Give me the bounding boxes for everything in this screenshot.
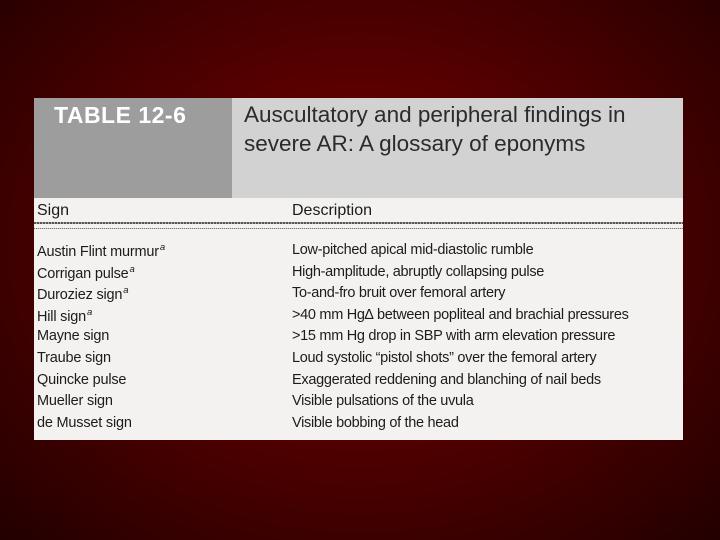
table-label: TABLE 12-6 [54, 102, 187, 128]
table-row [34, 372, 683, 394]
sign-text: Hill sign [37, 308, 86, 325]
sign-text: Quincke pulse [37, 371, 127, 388]
sign-cell [37, 393, 113, 409]
description-cell: High-amplitude, abruptly collapsing pulse [292, 263, 545, 280]
sign-cell [37, 328, 109, 344]
table-row [34, 393, 683, 415]
sign-cell [37, 372, 126, 388]
sign-text: Corrigan pulse [37, 265, 129, 282]
description-cell: >15 mm Hg drop in SBP with arm elevation pressure [292, 328, 616, 345]
sign-cell [37, 350, 111, 366]
footnote-marker: a [123, 285, 129, 297]
sign-text: de Musset sign [37, 414, 132, 431]
table-row [34, 415, 683, 437]
sign-text: Traube sign [37, 349, 111, 366]
footnote-marker: a [159, 242, 165, 253]
header-rule-secondary [34, 228, 683, 229]
description-cell: Low-pitched apical mid-diastolic rumble [292, 242, 534, 258]
table-label-box [34, 98, 232, 198]
description-cell: To-and-fro bruit over femoral artery [292, 285, 506, 302]
table-title-box [232, 98, 683, 198]
table-row [34, 328, 683, 350]
sign-text: Austin Flint murmur [37, 243, 159, 260]
table-body [34, 242, 683, 436]
table-row [34, 264, 683, 286]
table-row [34, 350, 683, 372]
sign-cell [37, 307, 92, 325]
sign-cell [37, 415, 132, 431]
sign-cell [37, 264, 135, 282]
table-row [34, 285, 683, 307]
sign-cell [37, 242, 165, 260]
description-cell: >40 mm Hg∆ between popliteal and brachial pressures [292, 306, 629, 323]
description-cell: Visible bobbing of the head [292, 414, 459, 431]
column-header-sign: Sign [37, 202, 70, 219]
sign-cell [37, 285, 128, 303]
sign-text: Duroziez sign [37, 287, 123, 304]
header-rule [34, 222, 683, 224]
column-header-description: Description [292, 202, 373, 219]
sign-text: Mayne sign [37, 328, 110, 345]
table-image [34, 98, 683, 440]
footnote-marker: a [129, 263, 135, 275]
sign-text: Mueller sign [37, 393, 113, 410]
table-title: Auscultatory and peripheral findings in severe AR: A glossary of eponyms [244, 102, 626, 156]
table-row [34, 307, 683, 329]
table-row [34, 242, 683, 264]
description-cell: Visible pulsations of the uvula [292, 393, 474, 410]
description-cell: Loud systolic “pistol shots” over the femoral artery [292, 349, 597, 366]
description-cell: Exaggerated reddening and blanching of nail beds [292, 371, 601, 388]
footnote-marker: a [86, 306, 93, 318]
